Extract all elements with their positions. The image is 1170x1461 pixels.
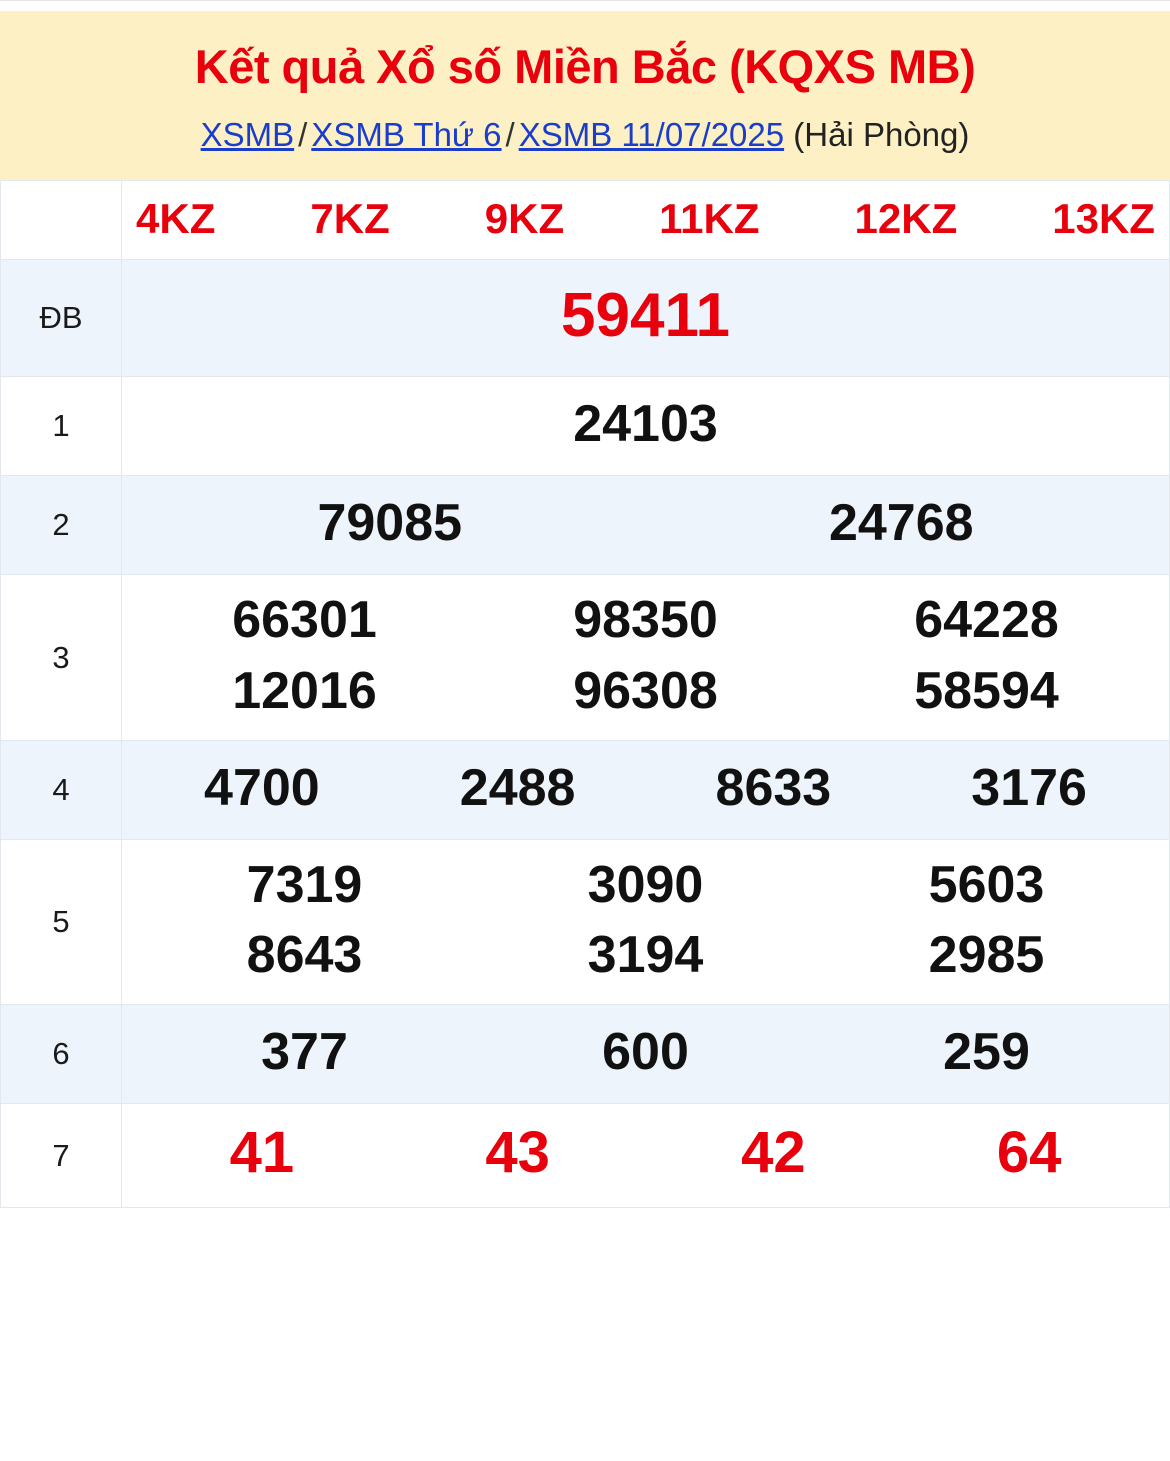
- lottery-number: 59411: [561, 281, 730, 351]
- lottery-number: 3176: [971, 758, 1087, 817]
- lottery-number: 3090: [587, 855, 704, 914]
- breadcrumb-separator-1: /: [298, 115, 308, 153]
- lottery-number: 5603: [928, 855, 1045, 914]
- bottom-spacer: [0, 1208, 1170, 1248]
- lottery-number: 79085: [317, 494, 463, 553]
- table-row: [1, 1104, 1170, 1207]
- codes-row-label: [1, 181, 122, 260]
- code-item: 13KZ: [1052, 195, 1155, 243]
- prize-numbers-7: [122, 1104, 1170, 1207]
- prize-numbers-6: [122, 1005, 1170, 1104]
- number-line: [134, 920, 1157, 990]
- breadcrumb-province: (Hải Phòng): [793, 115, 970, 153]
- lottery-number: 7319: [246, 855, 363, 914]
- codes-cell: [122, 181, 1170, 260]
- lottery-number: 42: [741, 1120, 806, 1186]
- results-table: [0, 180, 1170, 1207]
- codes-list: [128, 195, 1163, 243]
- page-title: Kết quả Xổ số Miền Bắc (KQXS MB): [194, 40, 976, 93]
- prize-label-5: 5: [1, 839, 122, 1004]
- table-row-codes: [1, 181, 1170, 260]
- prize-numbers-5: [122, 839, 1170, 1004]
- code-item: 9KZ: [484, 195, 565, 243]
- number-line: [134, 585, 1157, 655]
- lottery-number: 41: [229, 1120, 295, 1186]
- lottery-number: 12016: [232, 661, 377, 720]
- lottery-number: 4700: [204, 758, 320, 817]
- breadcrumb-link-xsmb[interactable]: XSMB: [200, 115, 295, 153]
- table-row: [1, 1005, 1170, 1104]
- lottery-number: 43: [485, 1120, 550, 1186]
- table-row: [1, 260, 1170, 377]
- lottery-number: 64228: [914, 591, 1059, 650]
- lottery-number: 58594: [914, 661, 1059, 720]
- number-line: [134, 850, 1157, 920]
- lottery-number: 66301: [232, 591, 377, 650]
- lottery-number: 377: [261, 1023, 348, 1082]
- breadcrumb-link-date[interactable]: XSMB 11/07/2025: [518, 115, 785, 153]
- lottery-number: 259: [943, 1023, 1030, 1082]
- lottery-number: 8643: [246, 926, 363, 985]
- lottery-number: 2985: [928, 926, 1045, 985]
- prize-numbers-4: [122, 740, 1170, 839]
- code-item: 7KZ: [310, 195, 390, 243]
- breadcrumb: [10, 115, 1160, 155]
- lottery-number: 64: [996, 1120, 1062, 1186]
- lottery-number: 98350: [573, 591, 718, 650]
- number-line: [134, 488, 1157, 558]
- prize-label-4: 4: [1, 740, 122, 839]
- top-divider: [0, 0, 1170, 11]
- code-item: 11KZ: [659, 195, 760, 243]
- number-line: [134, 1017, 1157, 1087]
- number-line: [134, 389, 1157, 459]
- prize-label-db: ĐB: [1, 260, 122, 377]
- page-header: [0, 11, 1170, 180]
- breadcrumb-separator-2: /: [505, 115, 515, 153]
- breadcrumb-link-weekday[interactable]: XSMB Thứ 6: [311, 115, 502, 153]
- table-row: [1, 740, 1170, 839]
- prize-numbers-2: [122, 476, 1170, 575]
- prize-label-2: 2: [1, 476, 122, 575]
- prize-label-6: 6: [1, 1005, 122, 1104]
- table-row: [1, 575, 1170, 740]
- lottery-number: 2488: [459, 758, 576, 817]
- prize-numbers-1: [122, 376, 1170, 475]
- number-line: [134, 656, 1157, 726]
- lottery-number: 96308: [573, 661, 718, 720]
- number-line: [134, 274, 1157, 358]
- prize-numbers-db: [122, 260, 1170, 377]
- prize-numbers-3: [122, 575, 1170, 740]
- code-item: 12KZ: [854, 195, 958, 243]
- number-line: [134, 1114, 1157, 1192]
- lottery-number: 24768: [828, 494, 974, 553]
- number-line: [134, 753, 1157, 823]
- code-item: 4KZ: [136, 195, 216, 243]
- lottery-number: 24103: [573, 394, 718, 453]
- prize-label-7: 7: [1, 1104, 122, 1207]
- lottery-number: 8633: [715, 758, 832, 817]
- table-row: [1, 476, 1170, 575]
- prize-label-3: 3: [1, 575, 122, 740]
- table-row: [1, 839, 1170, 1004]
- results-table-body: [1, 181, 1170, 1207]
- lottery-number: 600: [602, 1023, 689, 1082]
- table-row: [1, 376, 1170, 475]
- prize-label-1: 1: [1, 376, 122, 475]
- lottery-number: 3194: [587, 926, 704, 985]
